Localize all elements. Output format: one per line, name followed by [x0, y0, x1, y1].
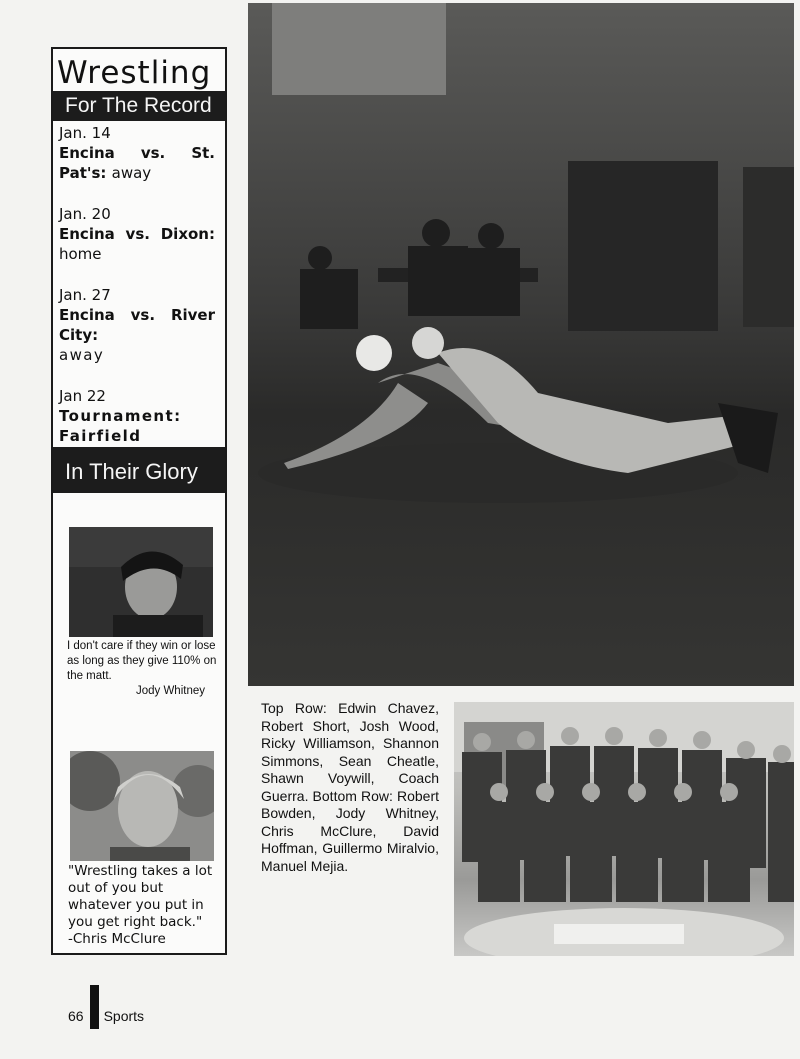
quote-jody	[67, 639, 217, 699]
record-matchup	[59, 224, 215, 244]
record-matchup	[59, 143, 215, 163]
section-title: Wrestling	[57, 55, 212, 91]
wrestling-match-photo	[248, 3, 794, 686]
portrait-photo-jody	[69, 527, 213, 637]
record-date: Jan. 27	[59, 286, 111, 304]
quote-text: "Wrestling takes a lot out of you but whatever you put in you get right back."	[68, 863, 213, 930]
sidebar-panel	[51, 47, 227, 955]
quote-chris	[68, 863, 228, 948]
record-team: Encina	[59, 144, 115, 162]
record-item	[59, 204, 225, 264]
record-opponent-cont: City:	[59, 326, 99, 344]
record-date: Jan. 20	[59, 205, 111, 223]
quote-author: Jody Whitney	[135, 685, 205, 697]
record-event: Tournament:	[59, 407, 182, 425]
page-footer	[68, 985, 144, 1029]
record-location: home	[59, 245, 102, 263]
record-heading: For The Record	[53, 91, 225, 121]
record-team: Encina	[59, 225, 115, 243]
record-opponent: River	[170, 306, 215, 324]
record-vs: vs.	[130, 306, 156, 324]
record-date: Jan. 14	[59, 124, 111, 142]
section-label: Sports	[103, 1008, 145, 1024]
record-opponent: Dixon:	[160, 225, 215, 243]
record-list	[53, 121, 225, 446]
quote-text: I don't care if they win or lose as long as they give 110% on the matt.	[67, 640, 217, 682]
quote-author: -Chris McClure	[68, 931, 166, 947]
record-item	[59, 386, 225, 446]
glory-heading: In Their Glory	[53, 447, 225, 493]
record-team: Encina	[59, 306, 115, 324]
record-item	[59, 285, 225, 365]
record-opponent: St.	[191, 144, 215, 162]
team-photo-caption: Top Row: Edwin Chavez, Robert Short, Josh Wood, Ricky Williamson, Shannon Simmons, Sean Cheatle, Shawn Voywill, Coach Guerra. Bottom Row: Robert Bowden, Jody Whitney, Chris McClure, David Hoffman, Guillermo Miralvio, Manuel Mejia.	[261, 700, 439, 874]
footer-rule	[90, 985, 99, 1029]
record-vs: vs.	[140, 144, 166, 162]
record-location: away	[59, 346, 105, 364]
record-opponent-cont: Pat's:	[59, 164, 107, 182]
page-number: 66	[68, 1008, 84, 1024]
team-photo	[454, 702, 794, 956]
record-matchup	[59, 305, 215, 325]
record-vs: vs.	[125, 225, 150, 243]
record-location: Fairfield	[59, 427, 142, 445]
record-date: Jan 22	[59, 387, 106, 405]
record-location: away	[111, 164, 152, 182]
record-item	[59, 123, 225, 183]
portrait-photo-chris	[70, 751, 214, 861]
